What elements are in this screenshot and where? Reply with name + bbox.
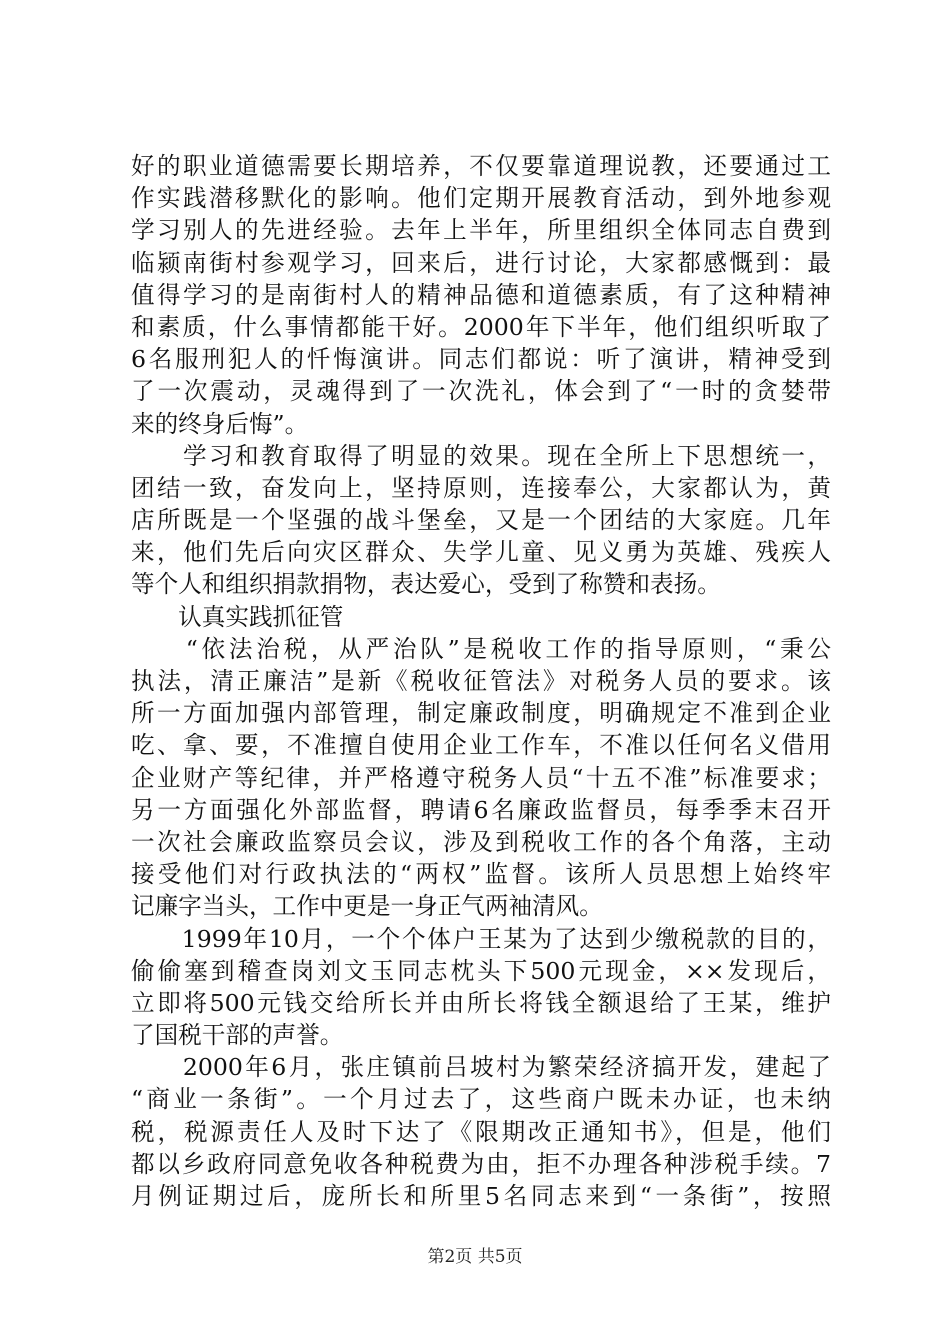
text-line: 来，他们先后向灾区群众、失学儿童、见义勇为英雄、残疾人 bbox=[131, 538, 831, 567]
text-line: 1999年10月，一个个体户王某为了达到少缴税款的目的， bbox=[131, 924, 831, 953]
text-line: 等个人和组织捐款捐物，表达爱心，受到了称赞和表扬。 bbox=[131, 570, 721, 599]
text-line: 学习别人的先进经验。去年上半年，所里组织全体同志自费到 bbox=[131, 216, 831, 245]
text-line: 接受他们对行政执法的“两权”监督。该所人员思想上始终牢 bbox=[131, 860, 831, 889]
text-line: 作实践潜移默化的影响。他们定期开展教育活动，到外地参观 bbox=[131, 184, 831, 213]
text-line: 另一方面强化外部监督，聘请6名廉政监督员，每季季末召开 bbox=[131, 795, 831, 824]
text-line: 店所既是一个坚强的战斗堡垒，又是一个团结的大家庭。几年 bbox=[131, 506, 831, 535]
text-line: 立即将500元钱交给所长并由所长将钱全额退给了王某，维护 bbox=[131, 988, 831, 1017]
text-line: 临颍南街村参观学习，回来后，进行讨论，大家都感慨到：最 bbox=[131, 248, 831, 277]
text-line: 来的终身后悔”。 bbox=[131, 409, 309, 438]
text-line: 记廉字当头，工作中更是一身正气两袖清风。 bbox=[131, 892, 603, 921]
section-heading: 认真实践抓征管 bbox=[131, 602, 344, 631]
text-line: 值得学习的是南街村人的精神品德和道德素质，有了这种精神 bbox=[131, 280, 831, 309]
text-line: 和素质，什么事情都能干好。2000年下半年，他们组织听取了 bbox=[131, 312, 831, 341]
text-line: 税，税源责任人及时下达了《限期改正通知书》，但是，他们 bbox=[131, 1117, 831, 1146]
text-line: 吃、拿、要，不准擅自使用企业工作车，不准以任何名义借用 bbox=[131, 731, 831, 760]
text-line: “依法治税，从严治队”是税收工作的指导原则，“秉公 bbox=[131, 634, 831, 663]
text-line: 学习和教育取得了明显的效果。现在全所上下思想统一， bbox=[131, 441, 831, 470]
text-line: 团结一致，奋发向上，坚持原则，连接奉公，大家都认为，黄 bbox=[131, 473, 831, 502]
text-line: 所一方面加强内部管理，制定廉政制度，明确规定不准到企业 bbox=[131, 699, 831, 728]
text-line: 6名服刑犯人的忏悔演讲。同志们都说：听了演讲，精神受到 bbox=[131, 345, 831, 374]
text-line: “商业一条街”。一个月过去了，这些商户既未办证，也未纳 bbox=[131, 1085, 831, 1114]
text-line: 2000年6月，张庄镇前吕坡村为繁荣经济搞开发，建起了 bbox=[131, 1053, 831, 1082]
document-body bbox=[131, 150, 831, 1212]
text-line: 一次社会廉政监察员会议，涉及到税收工作的各个角落，主动 bbox=[131, 827, 831, 856]
text-line: 了国税干部的声誉。 bbox=[131, 1021, 344, 1050]
text-line: 都以乡政府同意免收各种税费为由，拒不办理各种涉税手续。7 bbox=[131, 1149, 831, 1178]
page-number-footer: 第2页 共5页 bbox=[427, 1247, 523, 1267]
text-line: 月例证期过后，庞所长和所里5名同志来到“一条街”，按照 bbox=[131, 1182, 831, 1210]
text-line: 偷偷塞到稽查岗刘文玉同志枕头下500元现金，××发现后， bbox=[131, 956, 831, 985]
text-line: 了一次震动，灵魂得到了一次洗礼，体会到了“一时的贪婪带 bbox=[131, 377, 831, 406]
text-line: 执法，清正廉洁”是新《税收征管法》对税务人员的要求。该 bbox=[131, 667, 831, 695]
text-line: 好的职业道德需要长期培养，不仅要靠道理说教，还要通过工 bbox=[131, 152, 831, 180]
text-line: 企业财产等纪律，并严格遵守税务人员“十五不准”标准要求； bbox=[131, 763, 831, 792]
